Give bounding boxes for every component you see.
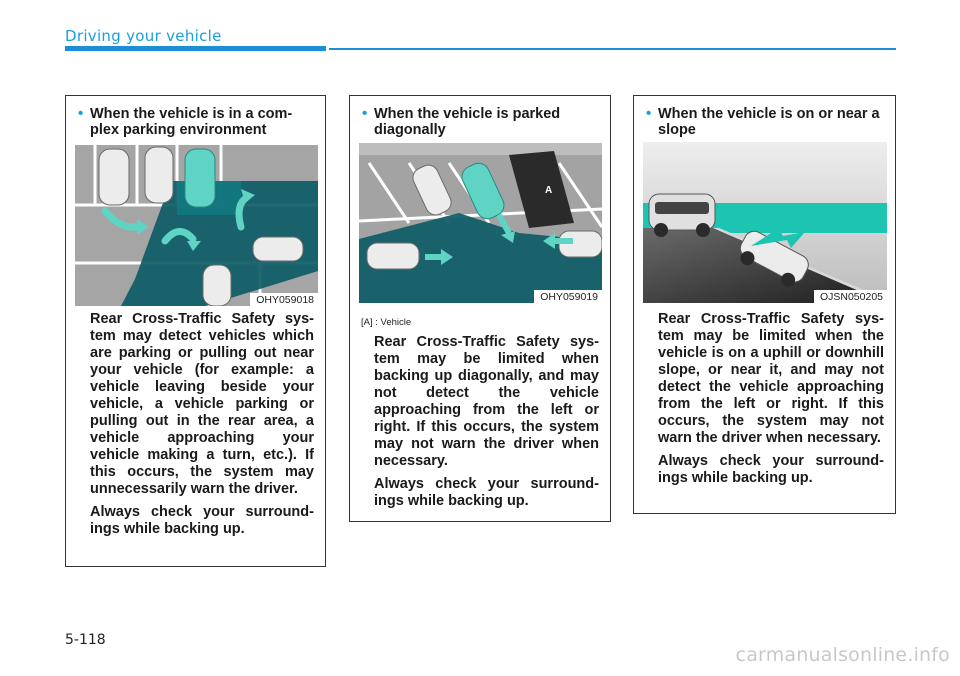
figure-code: OHY059019 (534, 290, 602, 303)
header-rule-thick (65, 46, 326, 51)
panel-body (90, 311, 314, 544)
figure-code: OHY059018 (250, 293, 318, 306)
bullet-icon: • (362, 105, 368, 122)
body-paragraph: Always check your surroundings while backing up. (374, 476, 599, 509)
figure-caption: [A] : Vehicle (361, 317, 412, 328)
figure-diagonal-parking (359, 143, 602, 303)
figure-complex-parking (75, 145, 318, 306)
page-number: 5-118 (65, 632, 106, 648)
body-paragraph: Rear Cross-Traffic Safety system may be limited when the vehicle is on a uphill or downhill slope, or near it, and may not detect the vehicle approaching from the left or right. If this occurs, the system may not warn the driver when necessary. (658, 311, 884, 446)
panel-diagonal-parking (349, 95, 611, 522)
bullet-icon: • (646, 105, 652, 122)
section-title: Driving your vehicle (65, 27, 222, 45)
panel-body (658, 311, 884, 493)
panel-heading: • When the vehicle is on or near a slope (646, 105, 880, 138)
watermark: carmanualsonline.info (735, 644, 950, 666)
body-paragraph: Rear Cross-Traffic Safety system may be limited when backing up diagonally, and may not detect the vehicle approaching from the left or right. If this occurs, the system may not warn the driver when necessary. (374, 334, 599, 469)
figure-code: OJSN050205 (814, 290, 887, 303)
body-paragraph: Always check your surroundings while backing up. (90, 504, 314, 537)
body-paragraph: Rear Cross-Traffic Safety system may detect vehicles which are parking or pulling out near your vehicle (for example: a vehicle leaving beside your vehicle, a vehicle parking or pulling out in the rear area, a vehicle approaching your vehicle making a turn, etc.). If this occurs, the system may unnecessarily warn the driver. (90, 311, 314, 497)
figure-label-a: A (545, 185, 553, 196)
header-rule-thin (329, 48, 896, 50)
panel-heading: • When the vehicle is parked diagonally (362, 105, 561, 138)
panel-heading: • When the vehicle is in a complex parking environment (78, 105, 293, 138)
bullet-icon: • (78, 105, 84, 122)
panel-complex-parking (65, 95, 326, 567)
panel-slope (633, 95, 896, 514)
panel-body (374, 334, 599, 516)
figure-slope (643, 142, 887, 303)
body-paragraph: Always check your surroundings while backing up. (658, 453, 884, 486)
